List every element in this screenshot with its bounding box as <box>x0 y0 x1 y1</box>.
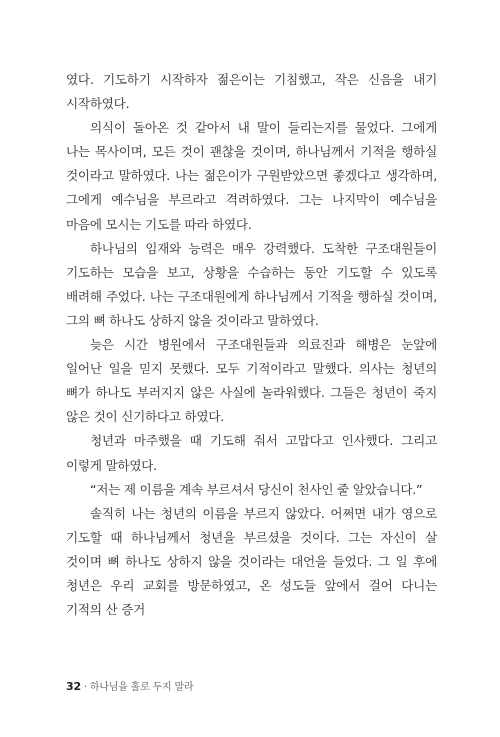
paragraph: 하나님의 임재와 능력은 매우 강력했다. 도착한 구조대원들이 기도하는 모습을 보고, 상황을 수습하는 동안 기도할 수 있도록 배려해 주었다. 나는 구조대원에게 하나님께서 기적을 행하실 것이며, 그의 뼈 하나도 상하지 않을 것이라고 말하였다. <box>66 240 437 328</box>
paragraph: 솔직히 나는 청년의 이름을 부르지 않았다. 어쩌면 내가 영으로 기도할 때 하나님께서 청년을 부르셨을 것이다. 그는 자신이 살 것이며 뼈 하나도 상하지 않을 것이라는 대언을 들었다. 그 일 후에 청년은 우리 교회를 방문하였고, 온 성도들 앞에서 걸어 다니는 기적의 산 증거 <box>66 505 437 618</box>
paragraph: 의식이 돌아온 것 같아서 내 말이 들리는지를 물었다. 그에게 나는 목사이며, 모든 것이 괜찮을 것이며, 하나님께서 기적을 행하실 것이라고 말하였다. 나는 젊은이가 구원받았으면 좋겠다고 생각하며, 그에게 예수님을 부르라고 격려하였다. 그는 나지막이 예수님을 마음에 모시는 기도를 따라 하였다. <box>66 120 437 232</box>
paragraph: 늦은 시간 병원에서 구조대원들과 의료진과 해병은 눈앞에 일어난 일을 믿지 못했다. 모두 기적이라고 말했다. 의사는 청년의 뼈가 하나도 부러지지 않은 사실에 놀라워했다. 그들은 청년이 죽지 않은 것이 신기하다고 하였다. <box>66 337 437 425</box>
paragraph: 청년과 마주했을 때 기도해 줘서 고맙다고 인사했다. 그리고 이렇게 말하였다. <box>66 433 437 473</box>
body-text <box>66 68 437 622</box>
page-number: 32 <box>66 680 81 693</box>
running-title: 하나님을 홀로 두지 말라 <box>89 682 194 693</box>
quote-paragraph: “저는 제 이름을 계속 부르셔서 당신이 천사인 줄 알았습니다.” <box>90 481 423 497</box>
paragraph-continuation: 였다. 기도하기 시작하자 젊은이는 기침했고, 작은 신음을 내기 시작하였다. <box>66 72 437 112</box>
page-footer <box>66 678 193 693</box>
footer-separator: · <box>80 682 90 693</box>
